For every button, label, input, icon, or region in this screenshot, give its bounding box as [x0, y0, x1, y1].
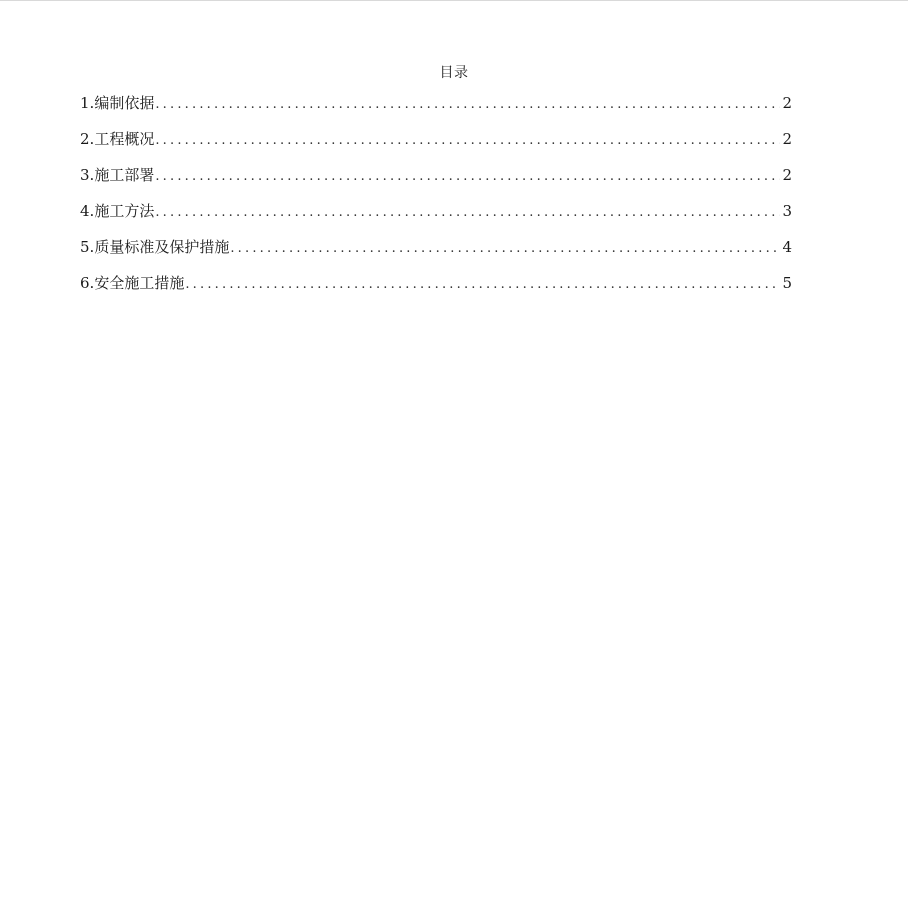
toc-entry-number: 1.: [80, 94, 95, 112]
toc-entry-label: 工程概况: [94, 130, 155, 148]
toc-entry-label: 安全施工措施: [94, 274, 185, 292]
toc-entry[interactable]: [80, 238, 792, 274]
toc-entry-number: 6.: [80, 274, 95, 292]
toc-entry-number: 3.: [80, 166, 95, 184]
toc-entry[interactable]: [80, 130, 792, 166]
toc-entry-number: 2.: [80, 130, 95, 148]
toc-entry-page: 4: [782, 238, 792, 256]
toc-list: [80, 94, 792, 310]
toc-dot-leader: [155, 96, 780, 114]
toc-entry-label: 质量标准及保护措施: [94, 238, 230, 256]
toc-entry-label: 施工部署: [94, 166, 155, 184]
toc-dot-leader: [155, 204, 780, 222]
toc-entry-number: 4.: [80, 202, 95, 220]
toc-dot-leader: [155, 168, 780, 186]
toc-dot-leader: [185, 276, 780, 294]
toc-entry[interactable]: [80, 166, 792, 202]
toc-entry-page: 3: [782, 202, 792, 220]
toc-entry-label: 施工方法: [94, 202, 155, 220]
toc-entry[interactable]: [80, 274, 792, 310]
toc-entry[interactable]: [80, 202, 792, 238]
toc-entry-page: 2: [782, 130, 792, 148]
toc-entry-page: 2: [782, 166, 792, 184]
toc-dot-leader: [230, 240, 780, 258]
toc-entry[interactable]: [80, 94, 792, 130]
toc-entry-number: 5.: [80, 238, 95, 256]
toc-entry-label: 编制依据: [94, 94, 155, 112]
toc-entry-page: 2: [782, 94, 792, 112]
toc-entry-page: 5: [782, 274, 792, 292]
toc-title: 目录: [439, 65, 469, 81]
toc-dot-leader: [155, 132, 780, 150]
